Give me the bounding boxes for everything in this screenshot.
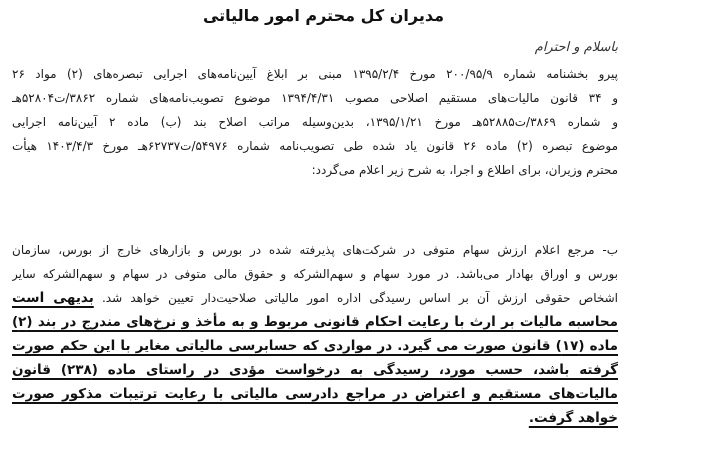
intro-line: محترم وزیران، برای اطلاع و اجرا، به شرح زیر اعلام می‌گردد: (311, 163, 618, 177)
clause-line (12, 286, 618, 310)
bold-line: ماده (۱۷) قانون صورت می گیرد. در مواردی که حسابرسی مالیاتی مغایر با این حکم صورت (12, 338, 618, 354)
intro-line: موضوع تبصره (۲) ماده ۲۶ قانون یاد شده طی تصویب‌نامه شماره ۵۴۹۷۶/ت۶۲۷۳۷هـ مورخ ۱۴۰۳/۴/۳ هیأت (12, 139, 618, 153)
letter-title: مدیران کل محترم امور مالیاتی (202, 6, 444, 25)
salutation: باسلام و احترام (534, 40, 618, 55)
intro-line: و ۳۴ قانون مالیات‌های مستقیم اصلاحی مصوب ۱۳۹۴/۴/۳۱ موضوع تصویب‌نامه‌های شماره ۳۸۶۲/ت۵۲۸۰۴هـ (12, 91, 618, 105)
clause-line: بورس و اوراق بهادار می‌باشد. در مورد سهام و سهم‌الشرکه و حقوق مالی متوفی در سهام و سهم‌الشرکه سایر (12, 267, 618, 281)
intro-line: و شماره ۳۸۶۹/ت۵۲۸۸۵هـ مورخ ۱۳۹۵/۱/۲۱، بدین‌وسیله مراتب اصلاح بند (ب) ماده ۲ آیین‌نامه اجرایی (12, 115, 618, 129)
bold-line: مالیات‌های مستقیم و اعتراض در مراجع دادرسی مالیاتی با رعایت ترتیبات مذکور صورت (12, 386, 618, 402)
bold-line: محاسبه مالیات بر ارث با رعایت احکام قانونی مربوط و به مأخذ و نرخ‌های مندرج در بند (۲) (12, 314, 618, 330)
clause-line-text: اشخاص حقوقی ارزش آن بر اساس رسیدگی اداره امور مالیاتی صلاحیت‌دار تعیین خواهد شد. (101, 291, 618, 305)
clause-line: ب- مرجع اعلام ارزش سهام متوفی در شرکت‌های پذیرفته شده در بورس و بازارهای خارج از بورس، سازمان (12, 243, 618, 257)
bold-line: گرفته باشد، حسب مورد، رسیدگی به درخواست مؤدی در راستای ماده (۲۳۸) قانون (12, 362, 618, 378)
bold-line: خواهد گرفت. (528, 410, 618, 426)
intro-line: پیرو بخشنامه شماره ۲۰۰/۹۵/۹ مورخ ۱۳۹۵/۲/۴ مبنی بر ابلاغ آیین‌نامه‌های اجرایی تبصره‌های (۲) مواد ۲۶ (12, 67, 618, 81)
clause-bold-start: بدیهی است (12, 290, 94, 306)
